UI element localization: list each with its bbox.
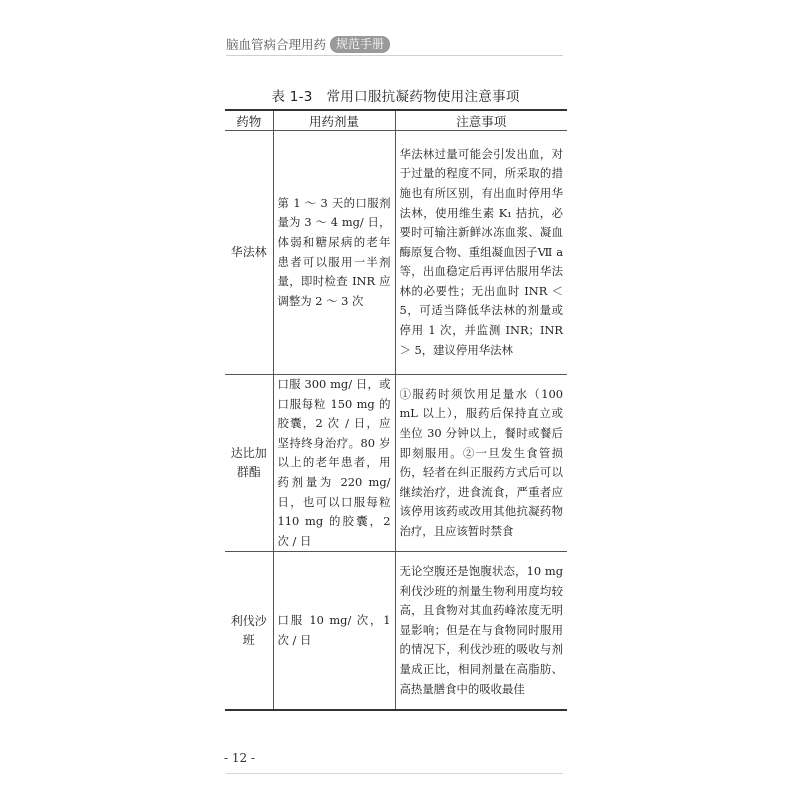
column-header-drug: 药物 xyxy=(225,110,273,131)
anticoagulant-table xyxy=(225,109,567,711)
column-header-notes: 注意事项 xyxy=(395,110,567,131)
header-divider xyxy=(226,55,563,56)
column-header-dosage: 用药剂量 xyxy=(273,110,395,131)
table-caption: 表 1-3 常用口服抗凝药物使用注意事项 xyxy=(271,89,520,105)
table-header-row xyxy=(225,110,567,131)
table-row xyxy=(225,552,567,710)
page-number: - 12 - xyxy=(224,751,256,765)
running-header xyxy=(226,35,390,53)
dosage-cell: 第 1 ～ 3 天的口服剂量为 3 ～ 4 mg/ 日，体弱和糖尿病的老年患者可以服用一半剂量，即时检查 INR 应调整为 2 ～ 3 次 xyxy=(273,131,395,375)
dosage-cell: 口服 10 mg/ 次，1 次 / 日 xyxy=(273,552,395,710)
table-row xyxy=(225,375,567,552)
dosage-cell: 口服 300 mg/ 日，或口服每粒 150 mg 的胶囊，2 次 / 日，应坚持终身治疗。80 岁以上的老年患者，用药剂量为 220 mg/ 日，也可以口服每粒 110 mg 的胶囊，2 次 / 日 xyxy=(273,375,395,552)
drug-name-cell: 达比加群酯 xyxy=(225,375,273,552)
header-badge: 规范手册 xyxy=(330,36,390,53)
notes-cell: ①服药时须饮用足量水（100 mL 以上），服药后保持直立或坐位 30 分钟以上，餐时或餐后即刻服用。②一旦发生食管损伤，轻者在纠正服药方式后可以继续治疗，进食流食，严重者应该停用该药或改用其他抗凝药物治疗，且应该暂时禁食 xyxy=(395,375,567,552)
book-title: 脑血管病合理用药 xyxy=(226,37,327,52)
drug-name-cell: 利伐沙班 xyxy=(225,552,273,710)
table-row xyxy=(225,131,567,375)
notes-cell: 华法林过量可能会引发出血，对于过量的程度不同，所采取的措施也有所区别，有出血时停用华法林，使用维生素 K₁ 拮抗，必要时可输注新鲜冰冻血浆、凝血酶原复合物、重组凝血因子Ⅶ a 等，出血稳定后再评估服用华法林的必要性；无出血时 INR ＜ 5，可适当降低华法林的剂量或停用 1 次，并监测 INR；INR ＞ 5，建议停用华法林 xyxy=(395,131,567,375)
footer-divider xyxy=(226,773,563,774)
drug-name-cell: 华法林 xyxy=(225,131,273,375)
notes-cell: 无论空腹还是饱腹状态，10 mg 利伐沙班的剂量生物利用度均较高，且食物对其血药峰浓度无明显影响；但是在与食物同时服用的情况下，利伐沙班的吸收与剂量成正比，相同剂量在高脂肪、高热量膳食中的吸收最佳 xyxy=(395,552,567,710)
